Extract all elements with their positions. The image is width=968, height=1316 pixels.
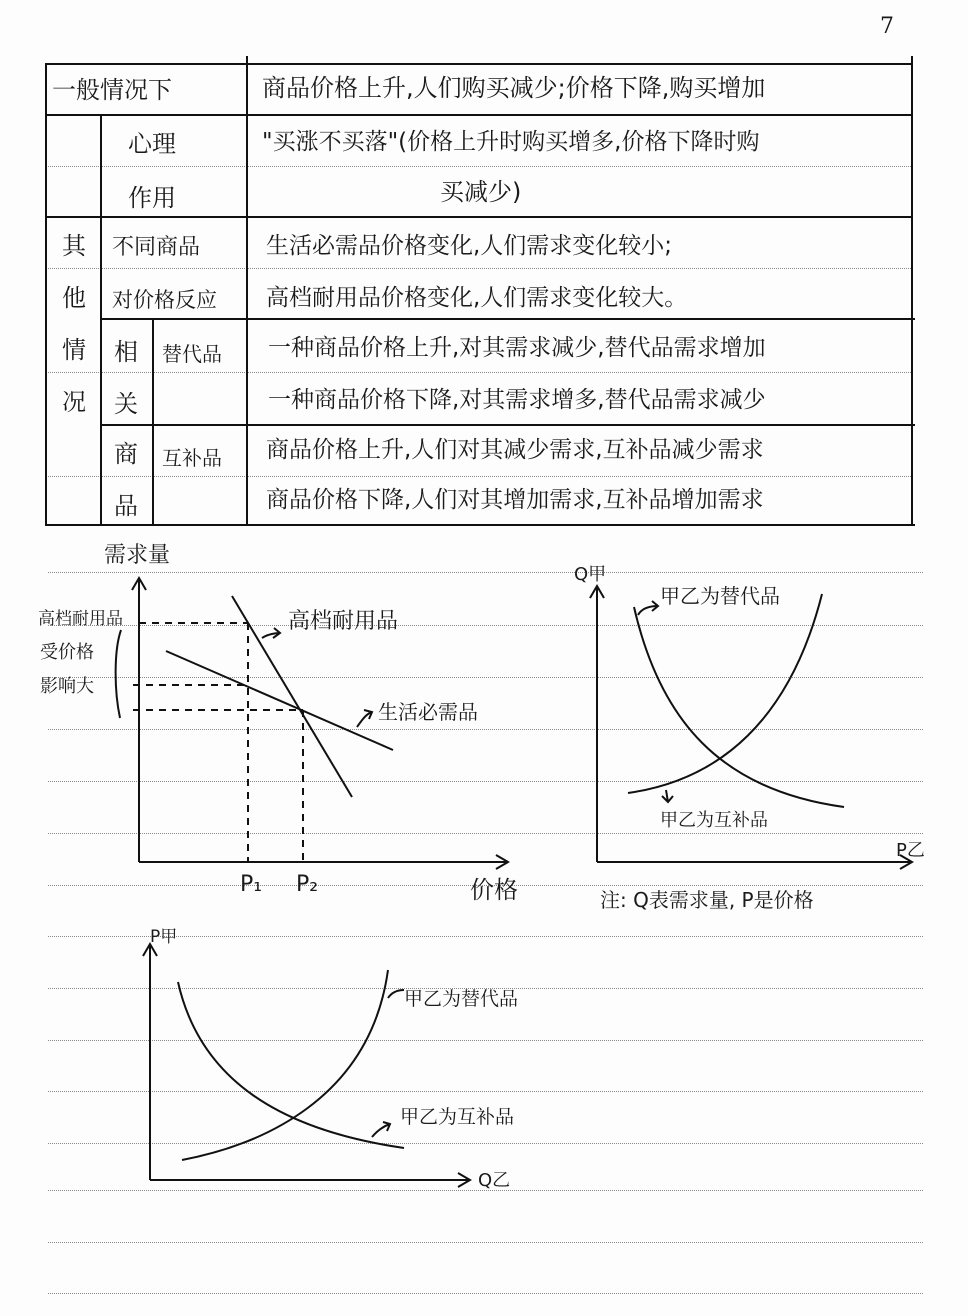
row-label-substitutes: 替代品 bbox=[162, 342, 222, 366]
row-content-substitutes-2: 一种商品价格下降,对其需求增多,替代品需求减少 bbox=[268, 387, 766, 413]
row-content-psychology-1: "买涨不买落"(价格上升时购买增多,价格下降时购 bbox=[262, 129, 760, 155]
row-content-psychology-2: 买减少) bbox=[440, 178, 522, 206]
chart3-ylabel: P甲 bbox=[150, 927, 178, 947]
chart2-ylabel: Q甲 bbox=[574, 564, 607, 585]
chart2-note: 注: Q表需求量, P是价格 bbox=[600, 888, 814, 912]
chart3-label-substitute: 甲乙为替代品 bbox=[404, 988, 519, 1010]
page-number: 7 bbox=[880, 14, 894, 39]
row-content-general: 商品价格上升,人们购买减少;价格下降,购买增加 bbox=[262, 74, 766, 102]
row-content-different-goods-1: 生活必需品价格变化,人们需求变化较小; bbox=[266, 233, 673, 259]
row-label-psychology-1: 心理 bbox=[128, 130, 176, 158]
row-label-different-goods-1: 不同商品 bbox=[112, 235, 201, 260]
chart1-tick-p1: P₁ bbox=[240, 872, 263, 897]
row-label-different-goods-2: 对价格反应 bbox=[112, 288, 217, 312]
related-goods-char: 品 bbox=[114, 492, 138, 520]
chart2-label-substitute: 甲乙为替代品 bbox=[660, 584, 780, 608]
row-label-complements: 互补品 bbox=[162, 446, 222, 470]
related-goods-char: 关 bbox=[114, 390, 138, 418]
other-cases-char: 情 bbox=[62, 336, 86, 364]
related-goods-char: 商 bbox=[114, 440, 138, 468]
chart3-label-complement: 甲乙为互补品 bbox=[400, 1106, 515, 1128]
chart1-ylabel: 需求量 bbox=[104, 543, 171, 568]
other-cases-char: 况 bbox=[62, 388, 86, 416]
chart1-tick-p2: P₂ bbox=[296, 872, 319, 897]
chart1-label-necessity: 生活必需品 bbox=[378, 700, 478, 724]
chart2-xlabel: P乙 bbox=[896, 840, 925, 861]
related-goods-char: 相 bbox=[114, 338, 138, 366]
chart2-label-complement: 甲乙为互补品 bbox=[660, 810, 768, 831]
chart1-bracket-note-3: 影响大 bbox=[40, 676, 94, 697]
other-cases-char: 其 bbox=[62, 232, 86, 260]
other-cases-char: 他 bbox=[62, 284, 86, 312]
row-content-different-goods-2: 高档耐用品价格变化,人们需求变化较大。 bbox=[266, 285, 688, 311]
chart1-bracket-note-1: 高档耐用品 bbox=[38, 609, 123, 629]
row-label-general: 一般情况下 bbox=[52, 76, 172, 104]
chart1-bracket-note-2: 受价格 bbox=[40, 642, 94, 663]
row-label-psychology-2: 作用 bbox=[128, 184, 176, 212]
chart1-xlabel: 价格 bbox=[470, 876, 518, 904]
chart3-xlabel: Q乙 bbox=[478, 1170, 511, 1191]
row-content-complements-1: 商品价格上升,人们对其减少需求,互补品减少需求 bbox=[266, 437, 764, 463]
row-content-substitutes-1: 一种商品价格上升,对其需求减少,替代品需求增加 bbox=[268, 335, 766, 361]
row-content-complements-2: 商品价格下降,人们对其增加需求,互补品增加需求 bbox=[266, 487, 764, 513]
chart1-label-luxury: 高档耐用品 bbox=[288, 609, 399, 634]
